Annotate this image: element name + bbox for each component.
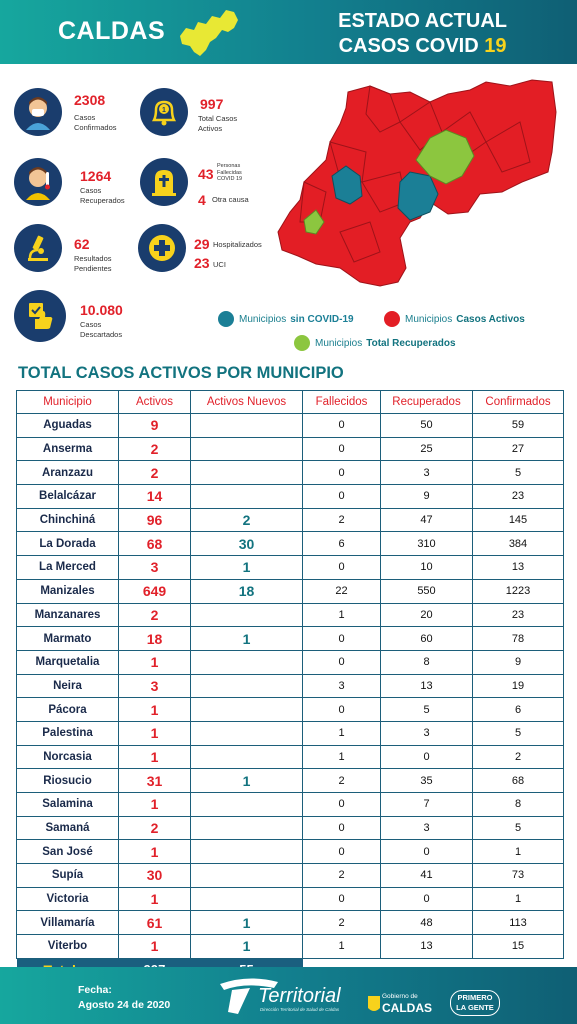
confirmados-cell: 5: [473, 721, 564, 745]
municipio-cell: San José: [17, 840, 119, 864]
recuperados-cell: 8: [381, 650, 473, 674]
municipio-cell: Aguadas: [17, 414, 119, 438]
fallecidos-cell: 2: [303, 769, 381, 793]
fallecidos-label: Personas Fallecidas COVID 19: [217, 163, 243, 182]
header-title: CALDAS: [58, 17, 166, 45]
confirmados-cell: 8: [473, 793, 564, 817]
fallecidos-cell: 6: [303, 532, 381, 556]
confirmados-cell: 19: [473, 674, 564, 698]
fallecidos-cell: 0: [303, 887, 381, 911]
activos-cell: 30: [119, 864, 191, 888]
activos-nuevos-cell: 18: [191, 579, 303, 603]
activos-cell: 2: [119, 461, 191, 485]
activos-cell: 649: [119, 579, 191, 603]
legend-recuperados: Municipios Total Recuperados: [294, 335, 456, 351]
activos-nuevos-cell: [191, 721, 303, 745]
activos-nuevos-cell: [191, 603, 303, 627]
activos-cell: 1: [119, 721, 191, 745]
thumbs-up-checklist-icon: [14, 290, 66, 342]
table-row: [17, 461, 564, 485]
municipio-cell: Manzanares: [17, 603, 119, 627]
recuperados-cell: 25: [381, 437, 473, 461]
fallecidos-cell: 0: [303, 840, 381, 864]
activos-nuevos-cell: 2: [191, 508, 303, 532]
table-row: [17, 840, 564, 864]
activos-nuevos-cell: [191, 793, 303, 817]
confirmados-cell: 6: [473, 698, 564, 722]
activos-cell: 3: [119, 556, 191, 580]
legend-casos-activos: Municipios Casos Activos: [384, 311, 525, 327]
recuperados-cell: 3: [381, 816, 473, 840]
medical-cross-icon: [138, 224, 186, 272]
fallecidos-cell: 0: [303, 627, 381, 651]
otra-causa-label: Otra causa: [212, 195, 249, 204]
confirmados-cell: 73: [473, 864, 564, 888]
confirmados-cell: 5: [473, 461, 564, 485]
recuperados-cell: 35: [381, 769, 473, 793]
confirmados-label: Casos Confirmados: [74, 113, 117, 132]
activos-nuevos-cell: 1: [191, 556, 303, 580]
fallecidos-cell: 0: [303, 437, 381, 461]
municipio-cell: Riosucio: [17, 769, 119, 793]
primero-la-gente-logo: PRIMERO LA GENTE: [450, 990, 500, 1016]
activos-nuevos-cell: 1: [191, 935, 303, 959]
activos-cell: 2: [119, 603, 191, 627]
recuperados-cell: 47: [381, 508, 473, 532]
territorial-subtitle: Dirección Territorial de Salud de Caldas: [260, 1007, 340, 1012]
recuperados-cell: 13: [381, 935, 473, 959]
col-header-confirmados: Confirmados: [473, 391, 564, 414]
otra-causa-value: 4: [198, 192, 206, 208]
fallecidos-cell: 0: [303, 556, 381, 580]
activos-nuevos-cell: 1: [191, 911, 303, 935]
recuperados-cell: 50: [381, 414, 473, 438]
municipio-cell: Supía: [17, 864, 119, 888]
table-row: [17, 674, 564, 698]
legend-dot-green: [294, 335, 310, 351]
person-thermometer-icon: [14, 158, 62, 206]
territorial-wordmark: Territorial: [258, 985, 341, 1007]
activos-nuevos-cell: [191, 485, 303, 509]
fallecidos-cell: 3: [303, 674, 381, 698]
confirmados-cell: 113: [473, 911, 564, 935]
activos-cell: 1: [119, 793, 191, 817]
legend-dot-teal: [218, 311, 234, 327]
recuperados-cell: 0: [381, 745, 473, 769]
fallecidos-cell: 1: [303, 745, 381, 769]
person-mask-icon: [14, 88, 62, 136]
fallecidos-cell: 1: [303, 721, 381, 745]
table-row: [17, 650, 564, 674]
table-row: [17, 603, 564, 627]
confirmados-cell: 15: [473, 935, 564, 959]
recuperados-cell: 310: [381, 532, 473, 556]
activos-cell: 1: [119, 650, 191, 674]
activos-nuevos-cell: 1: [191, 627, 303, 651]
fallecidos-cell: 0: [303, 698, 381, 722]
fallecidos-cell: 2: [303, 508, 381, 532]
table-row: [17, 414, 564, 438]
municipio-cell: Manizales: [17, 579, 119, 603]
confirmados-cell: 145: [473, 508, 564, 532]
confirmados-cell: 78: [473, 627, 564, 651]
municipio-cell: Villamaría: [17, 911, 119, 935]
municipio-cell: Marquetalia: [17, 650, 119, 674]
recuperados-cell: 550: [381, 579, 473, 603]
hospitalizados-label: Hospitalizados: [213, 240, 262, 249]
microscope-icon: [14, 224, 62, 272]
gobierno-label: Gobierno de: [382, 993, 418, 1000]
confirmados-cell: 23: [473, 603, 564, 627]
activos-nuevos-cell: [191, 816, 303, 840]
fallecidos-cell: 0: [303, 414, 381, 438]
tombstone-icon: [140, 158, 188, 206]
municipio-cell: Anserma: [17, 437, 119, 461]
confirmados-cell: 59: [473, 414, 564, 438]
activos-label: Total Casos Activos: [198, 114, 238, 133]
table-row: [17, 627, 564, 651]
activos-cell: 1: [119, 698, 191, 722]
confirmados-cell: 1: [473, 840, 564, 864]
activos-cell: 18: [119, 627, 191, 651]
legend-sin-covid: Municipios sin COVID-19: [218, 311, 354, 327]
activos-cell: 2: [119, 437, 191, 461]
uci-label: UCI: [213, 260, 226, 269]
uci-value: 23: [194, 255, 210, 271]
municipio-cell: Marmato: [17, 627, 119, 651]
descartados-label: Casos Descartados: [80, 320, 123, 339]
recuperados-cell: 60: [381, 627, 473, 651]
confirmados-cell: 23: [473, 485, 564, 509]
activos-nuevos-cell: 1: [191, 769, 303, 793]
fallecidos-cell: 1: [303, 603, 381, 627]
table-row: [17, 769, 564, 793]
activos-cell: 3: [119, 674, 191, 698]
fallecidos-cell: 0: [303, 461, 381, 485]
hospitalizados-value: 29: [194, 236, 210, 252]
fallecidos-cell: 1: [303, 935, 381, 959]
table-row: [17, 911, 564, 935]
fallecidos-cell: 0: [303, 485, 381, 509]
recuperados-cell: 0: [381, 840, 473, 864]
fecha-block: Fecha: Agosto 24 de 2020: [78, 984, 171, 1011]
table-row: [17, 887, 564, 911]
municipio-cell: Samaná: [17, 816, 119, 840]
table-row: [17, 721, 564, 745]
confirmados-cell: 384: [473, 532, 564, 556]
municipio-cell: Victoria: [17, 887, 119, 911]
activos-nuevos-cell: [191, 674, 303, 698]
activos-nuevos-cell: [191, 437, 303, 461]
activos-nuevos-cell: [191, 650, 303, 674]
municipios-map: [270, 72, 570, 302]
activos-cell: 14: [119, 485, 191, 509]
activos-cell: 2: [119, 816, 191, 840]
gobierno-caldas: CALDAS: [382, 1001, 432, 1015]
col-header-municipio: Municipio: [17, 391, 119, 414]
col-header-recuperados: Recuperados: [381, 391, 473, 414]
activos-cell: 96: [119, 508, 191, 532]
municipio-cell: Belalcázar: [17, 485, 119, 509]
confirmados-cell: 13: [473, 556, 564, 580]
recuperados-cell: 41: [381, 864, 473, 888]
bell-alert-icon: [140, 88, 188, 136]
activos-cell: 31: [119, 769, 191, 793]
recuperados-cell: 10: [381, 556, 473, 580]
confirmados-value: 2308: [74, 92, 106, 108]
municipio-cell: Norcasia: [17, 745, 119, 769]
activos-cell: 1: [119, 887, 191, 911]
activos-nuevos-cell: [191, 864, 303, 888]
table-row: [17, 935, 564, 959]
recuperados-cell: 9: [381, 485, 473, 509]
col-header-fallecidos: Fallecidos: [303, 391, 381, 414]
pendientes-value: 62: [74, 236, 90, 252]
municipio-cell: Chinchiná: [17, 508, 119, 532]
recuperados-cell: 20: [381, 603, 473, 627]
table-row: [17, 579, 564, 603]
recuperados-cell: 5: [381, 698, 473, 722]
pendientes-label: Resultados Pendientes: [74, 254, 112, 273]
confirmados-cell: 2: [473, 745, 564, 769]
confirmados-cell: 1223: [473, 579, 564, 603]
recuperados-cell: 0: [381, 887, 473, 911]
municipio-cell: La Merced: [17, 556, 119, 580]
municipio-cell: Pácora: [17, 698, 119, 722]
col-header-activos: Activos: [119, 391, 191, 414]
table-row: [17, 437, 564, 461]
confirmados-cell: 68: [473, 769, 564, 793]
municipio-cell: Aranzazu: [17, 461, 119, 485]
confirmados-cell: 1: [473, 887, 564, 911]
municipio-cell: Neira: [17, 674, 119, 698]
municipio-cell: Viterbo: [17, 935, 119, 959]
legend-dot-red: [384, 311, 400, 327]
fallecidos-cell: 0: [303, 650, 381, 674]
confirmados-cell: 9: [473, 650, 564, 674]
activos-cell: 1: [119, 745, 191, 769]
recuperados-cell: 7: [381, 793, 473, 817]
col-header-activos-nuevos: Activos Nuevos: [191, 391, 303, 414]
confirmados-cell: 27: [473, 437, 564, 461]
activos-nuevos-cell: [191, 745, 303, 769]
descartados-value: 10.080: [80, 302, 123, 318]
recuperados-cell: 48: [381, 911, 473, 935]
table-row: [17, 556, 564, 580]
confirmados-cell: 5: [473, 816, 564, 840]
activos-cell: 61: [119, 911, 191, 935]
activos-nuevos-cell: 30: [191, 532, 303, 556]
activos-nuevos-cell: [191, 698, 303, 722]
caldas-map-icon: [172, 6, 244, 60]
recuperados-label: Casos Recuperados: [80, 186, 125, 205]
table-row: [17, 532, 564, 556]
activos-cell: 68: [119, 532, 191, 556]
activos-value: 997: [200, 96, 224, 112]
recuperados-cell: 3: [381, 461, 473, 485]
table-row: [17, 816, 564, 840]
activos-nuevos-cell: [191, 840, 303, 864]
table-row: [17, 508, 564, 532]
activos-cell: 1: [119, 840, 191, 864]
municipio-cell: Palestina: [17, 721, 119, 745]
table-header-row: [17, 391, 564, 414]
fallecidos-cell: 2: [303, 911, 381, 935]
fallecidos-cell: 2: [303, 864, 381, 888]
svg-text:1: 1: [162, 107, 166, 114]
activos-cell: 1: [119, 935, 191, 959]
fallecidos-value: 43: [198, 166, 214, 182]
table-row: [17, 864, 564, 888]
recuperados-cell: 13: [381, 674, 473, 698]
recuperados-cell: 3: [381, 721, 473, 745]
header-subtitle: ESTADO ACTUAL CASOS COVID 19: [338, 10, 507, 57]
municipio-cell: Salamina: [17, 793, 119, 817]
activos-cell: 9: [119, 414, 191, 438]
municipios-table: [16, 390, 564, 980]
municipio-cell: La Dorada: [17, 532, 119, 556]
activos-nuevos-cell: [191, 887, 303, 911]
table-title: TOTAL CASOS ACTIVOS POR MUNICIPIO: [18, 364, 344, 382]
recuperados-value: 1264: [80, 168, 112, 184]
table-row: [17, 793, 564, 817]
fallecidos-cell: 0: [303, 793, 381, 817]
activos-nuevos-cell: [191, 461, 303, 485]
activos-nuevos-cell: [191, 414, 303, 438]
table-row: [17, 745, 564, 769]
fallecidos-cell: 0: [303, 816, 381, 840]
fallecidos-cell: 22: [303, 579, 381, 603]
table-row: [17, 698, 564, 722]
table-row: [17, 485, 564, 509]
